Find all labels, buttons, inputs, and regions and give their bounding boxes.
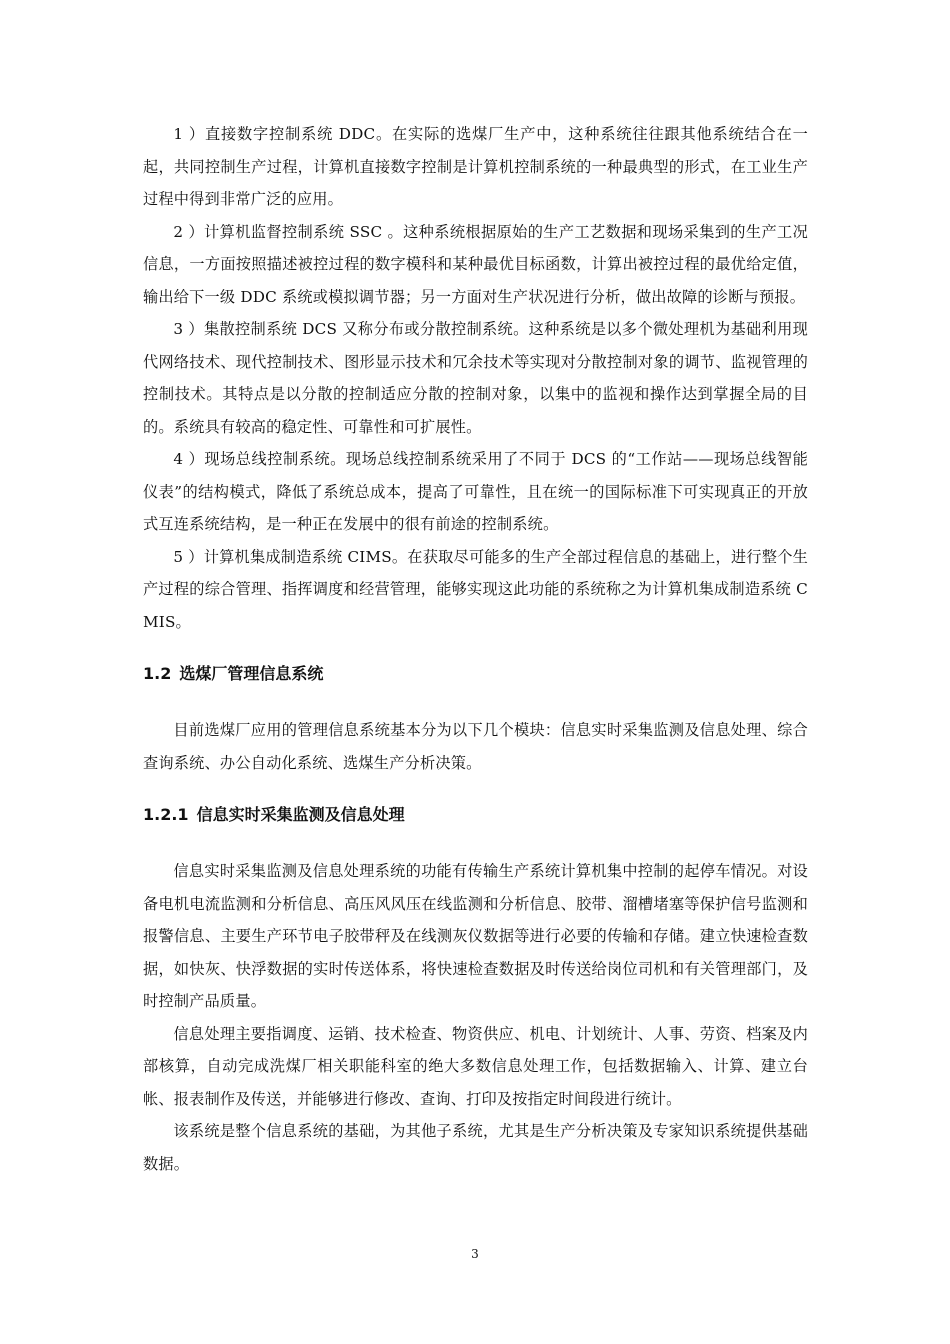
paragraph-ddc: 1 ）直接数字控制系统 DDC。在实际的选煤厂生产中，这种系统往往跟其他系统结合在一起，共同控制生产过程，计算机直接数字控制是计算机控制系统的一种最典型的形式，在工业生产过程中得到非常广泛的应用。 [143, 125, 808, 208]
paragraph-system-basis: 该系统是整个信息系统的基础，为其他子系统，尤其是生产分析决策及专家知识系统提供基础数据。 [143, 1122, 808, 1173]
paragraph-dcs: 3 ）集散控制系统 DCS 又称分布或分散控制系统。这种系统是以多个微处理机为基础利用现代网络技术、现代控制技术、图形显示技术和冗余技术等实现对分散控制对象的调节、监视管理的控制技术。其特点是以分散的控制适应分散的控制对象，以集中的监视和操作达到掌握全局的目的。系统具有较高的稳定性、可靠性和可扩展性。 [143, 320, 808, 436]
paragraph-cims: 5 ）计算机集成制造系统 CIMS。在获取尽可能多的生产全部过程信息的基础上，进行整个生产过程的综合管理、指挥调度和经营管理，能够实现这此功能的系统称之为计算机集成制造系统 CMIS。 [143, 547, 808, 631]
subsection-number: 1.2.1 [143, 805, 189, 824]
section-title: 选煤厂管理信息系统 [179, 664, 324, 683]
paragraph-realtime-monitoring: 信息实时采集监测及信息处理系统的功能有传输生产系统计算机集中控制的起停车情况。对设备电机电流监测和分析信息、高压风风压在线监测和分析信息、胶带、溜槽堵塞等保护信号监测和报警信息、主要生产环节电子胶带秤及在线测灰仪数据等进行必要的传输和存储。建立快速检查数据，如快灰、快浮数据的实时传送体系，将快速检查数据及时传送给岗位司机和有关管理部门，及时控制产品质量。 [143, 862, 808, 1010]
page-number: 3 [471, 1247, 479, 1261]
section-heading-1-2-1 [143, 799, 808, 831]
page-content [143, 118, 808, 1180]
section-heading-1-2 [143, 658, 808, 690]
paragraph-ssc: 2 ）计算机监督控制系统 SSC 。这种系统根据原始的生产工艺数据和现场采集到的生产工况信息，一方面按照描述被控过程的数字模科和某种最优目标函数，计算出被控过程的最优给定值，输出给下一级 DDC 系统或模拟调节器；另一方面对生产状况进行分析，做出故障的诊断与预报。 [143, 222, 808, 306]
paragraph-info-processing: 信息处理主要指调度、运销、技术检查、物资供应、机电、计划统计、人事、劳资、档案及内部核算，自动完成洗煤厂相关职能科室的绝大多数信息处理工作，包括数据输入、计算、建立台帐、报表制作及传送，并能够进行修改、查询、打印及按指定时间段进行统计。 [143, 1024, 808, 1108]
paragraph-mis-intro: 目前选煤厂应用的管理信息系统基本分为以下几个模块：信息实时采集监测及信息处理、综合查询系统、办公自动化系统、选煤生产分析决策。 [143, 721, 808, 772]
section-number: 1.2 [143, 664, 172, 683]
subsection-title: 信息实时采集监测及信息处理 [196, 805, 405, 824]
paragraph-fieldbus: 4 ）现场总线控制系统。现场总线控制系统采用了不同于 DCS 的“工作站——现场总线智能仪表”的结构模式，降低了系统总成本，提高了可靠性，且在统一的国际标准下可实现真正的开放式互连系统结构，是一种正在发展中的很有前途的控制系统。 [143, 450, 808, 533]
